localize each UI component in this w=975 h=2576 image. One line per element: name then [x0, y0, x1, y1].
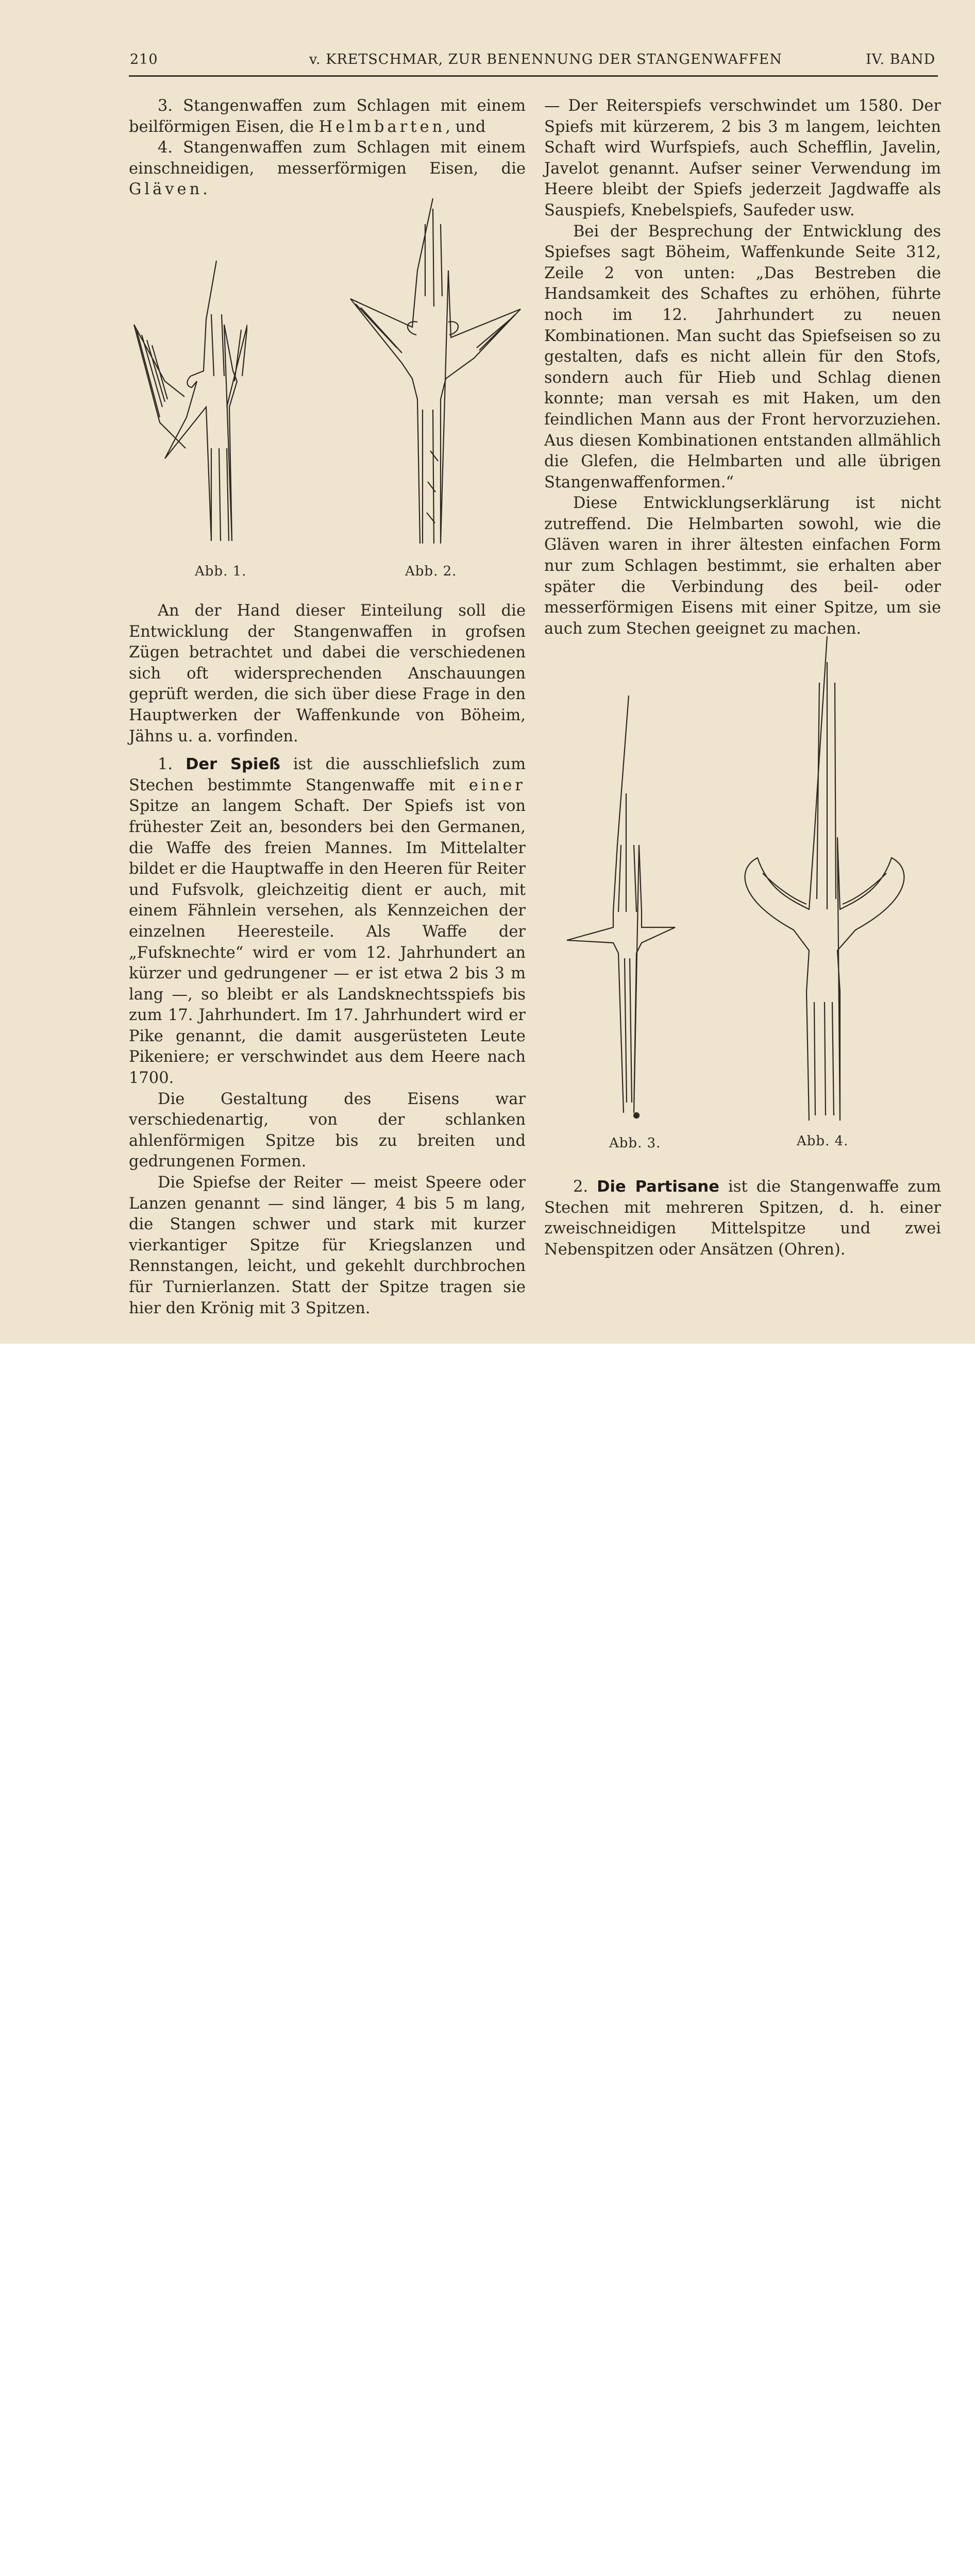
paragraph: 3. Stangenwaffen zum Schlagen mit einem beilförmigen Eisen, die Helmbarten, und [129, 97, 526, 136]
left-column-bottom [129, 601, 526, 1319]
paragraph: An der Hand dieser Einteilung soll die Entwicklung der Stangenwaffen in grofsen Zügen betrachtet und dabei die verschiedenen sich oft widersprechenden Anschauungen geprüft werden, die sich über diese Frage in den Hauptwerken der Waffenkunde von Böheim, Jähns u. a. vorfinden. [129, 602, 526, 745]
figure-3-caption: Abb. 3. [609, 1136, 661, 1151]
figure-2-caption: Abb. 2. [405, 564, 457, 579]
paragraph: Diese Entwicklungserklärung ist nicht zutreffend. Die Helmbarten sowohl, wie die Gläven waren in ihrer ältesten einfachen Form nur zum Schlagen bestimmt, sie erhalten aber später die Verbindung des beil- oder messerförmigen Eisens mit einer Spitze, um sie auch zum Stechen geeignet zu machen. [544, 494, 941, 638]
paragraph: 2. Die Partisane ist die Stangenwaffe zum Stechen mit mehreren Spitzen, d. h. einer zweischneidigen Mittelspitze und zwei Nebenspitzen oder Ansätzen (Ohren). [544, 1178, 941, 1259]
right-column-bottom [544, 1177, 941, 1260]
right-column-top [544, 96, 941, 639]
paragraph: 1. Der Spieß ist die ausschliefslich zum Stechen bestimmte Stangenwaffe mit einer Spitze an langem Schaft. Der Spiefs ist von frühester Zeit an, besonders bei den Germanen, die Waffe des freien Mannes. Im Mittelalter bildet er die Hauptwaffe in den Heeren für Reiter und Fufsvolk, gleichzeitig dient er auch, mit einem Fähnlein versehen, als Kennzeichen der einzelnen Heeresteile. Als Waffe der „Fufsknechte“ wird er vom 12. Jahrhundert an kürzer und gedrungener — er ist etwa 2 bis 3 m lang —, so bleibt er als Landsknechtsspiefs bis zum 17. Jahrhundert. Im 17. Jahrhundert wird er Pike genannt, die damit ausgerüsteten Leute Pikeniere; er verschwindet aus dem Heere nach 1700. [129, 755, 526, 1088]
footer [0, 1344, 975, 1420]
header-rule [129, 75, 938, 77]
figure-2-spear-drawing [340, 193, 531, 554]
volume-label: IV. BAND [866, 52, 936, 67]
figure-4-caption: Abb. 4. [797, 1133, 849, 1149]
figure-4-spear-drawing [716, 631, 928, 1126]
paragraph: 4. Stangenwaffen zum Schlagen mit einem einschneidigen, messerförmigen Eisen, die Gläven. [129, 139, 526, 199]
section-heading: Die Partisane [597, 1178, 719, 1196]
section-heading: Der Spieß [186, 755, 280, 774]
figure-1-halberd-drawing [129, 252, 247, 541]
figure-1-caption: Abb. 1. [195, 564, 247, 579]
left-column-top [129, 96, 526, 200]
running-title: v. KRETSCHMAR, ZUR BENENNUNG DER STANGENWAFFEN [309, 52, 782, 67]
paragraph: Bei der Besprechung der Entwicklung des Spiefses sagt Böheim, Waffenkunde Seite 312, Zeile 2 von unten: „Das Bestreben die Handsamkeit des Schaftes zu erhöhen, führte noch im 12. Jahrhundert zu neuen Kombinationen. Man sucht das Spiefseisen so zu gestalten, dafs es nicht allein für den Stofs, sondern auch für Hieb und Schlag dienen konnte; man versah es mit Haken, um den feindlichen Mann aus der Front hervorzuziehen. Aus diesen Kombinationen entstanden allmählich die Glefen, die Helmbarten und alle übrigen Stangenwaffenformen.“ [544, 222, 941, 492]
page-number: 210 [130, 52, 158, 67]
figure-3-spear-drawing [562, 690, 680, 1123]
paragraph: Die Spiefse der Reiter — meist Speere oder Lanzen genannt — sind länger, 4 bis 5 m lang, die Stangen schwer und stark mit kurzer vierkantiger Spitze für Kriegslanzen und Rennstangen, leicht, und gekehlt durchbrochen für Turnierlanzen. Statt der Spitze tragen sie hier den Krönig mit 3 Spitzen. [129, 1174, 526, 1317]
paragraph: Die Gestaltung des Eisens war verschiedenartig, von der schlanken ahlenförmigen Spitze bis zu breiten und gedrungenen Formen. [129, 1090, 526, 1171]
paragraph: — Der Reiterspiefs verschwindet um 1580. Der Spiefs mit kürzerem, 2 bis 3 m langem, leichten Schaft wird Wurfspiefs, auch Schefflin, Javelin, Javelot genannt. Aufser seiner Verwendung im Heere bleibt der Spiefs jederzeit Jagdwaffe als Sauspiefs, Knebelspiefs, Saufeder usw. [544, 97, 941, 219]
